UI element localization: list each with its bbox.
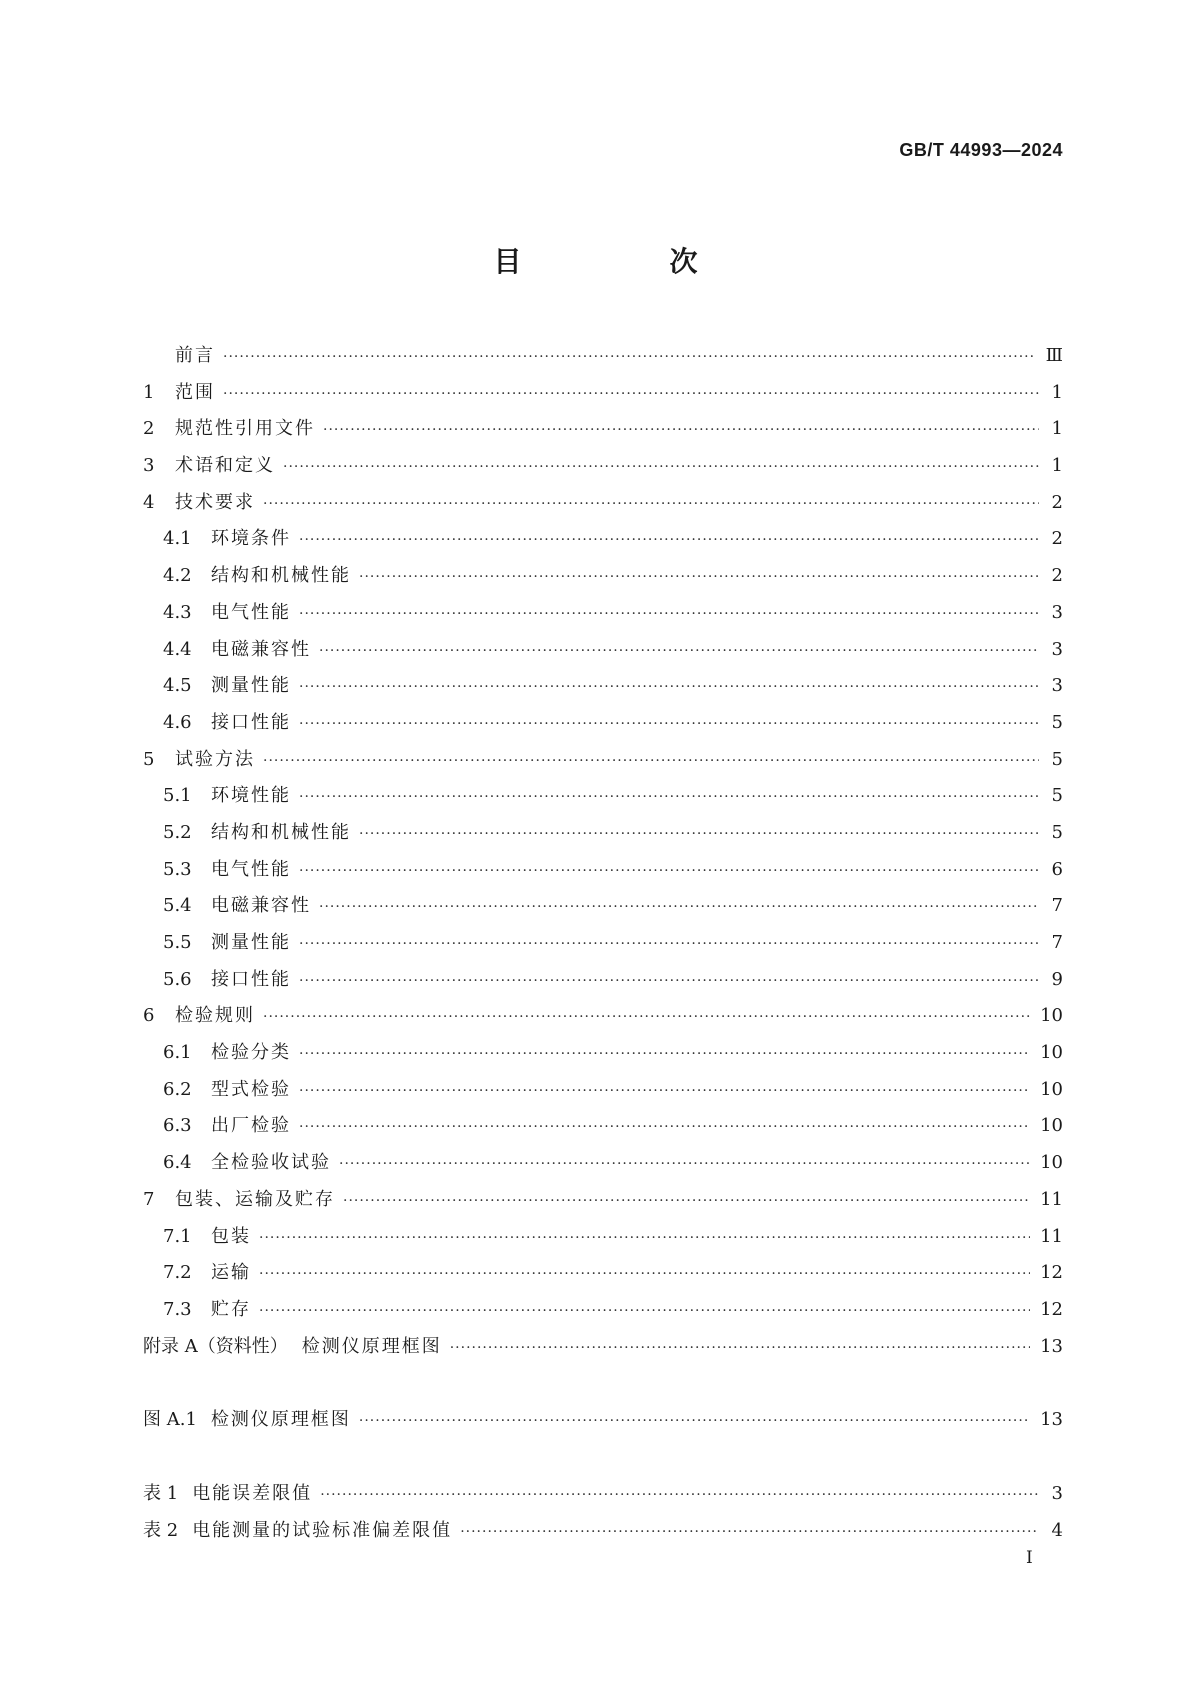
- toc-entry-number: 5.2: [163, 821, 192, 843]
- toc-entry-number: 7.3: [163, 1298, 192, 1320]
- toc-entry-label: 全检验收试验: [211, 1152, 331, 1174]
- toc-entry-number: 7: [143, 1188, 155, 1210]
- toc-entry-page: 2: [1051, 528, 1063, 550]
- toc-entry-label: 接口性能: [211, 711, 291, 733]
- toc-entry[interactable]: [143, 448, 1063, 485]
- toc-leader-dots: [299, 596, 1039, 633]
- toc-entry-label: 技术要求: [175, 491, 255, 513]
- standard-code: GB/T 44993—2024: [899, 140, 1063, 160]
- toc-entry-page: 12: [1040, 1298, 1063, 1320]
- toc-entry-page: 2: [1051, 565, 1063, 587]
- toc-entry[interactable]: [143, 925, 1063, 962]
- toc-entry-number: 4.4: [163, 638, 192, 660]
- toc-entry-page: 6: [1051, 858, 1063, 880]
- toc-entry-page: 11: [1040, 1225, 1063, 1247]
- toc-entry-page: 10: [1040, 1042, 1063, 1064]
- toc-entry-page: 1: [1051, 381, 1063, 403]
- toc-leader-dots: [359, 559, 1039, 596]
- toc-entry-label: 电能误差限值: [192, 1482, 313, 1504]
- toc-leader-dots: [359, 816, 1039, 853]
- toc-entry-label: 环境条件: [211, 528, 291, 550]
- toc-leader-dots: [223, 376, 1039, 413]
- toc-entry[interactable]: [143, 1072, 1063, 1109]
- toc-entry-label: 运输: [211, 1262, 251, 1284]
- toc-entry-label: 电气性能: [211, 601, 291, 623]
- toc-entry-number: 7.2: [163, 1262, 192, 1284]
- toc-entry-label: 检测仪原理框图: [301, 1335, 442, 1357]
- toc-entry-label: 试验方法: [175, 748, 255, 770]
- toc-entry-page: 10: [1040, 1152, 1063, 1174]
- toc-leader-dots: [263, 486, 1039, 523]
- toc-entry-page: 9: [1051, 968, 1063, 990]
- toc-entry-label: 电气性能: [211, 858, 291, 880]
- toc-entry[interactable]: [143, 1255, 1063, 1292]
- toc-entry[interactable]: [143, 742, 1063, 779]
- toc-entry-label: 检验规则: [175, 1005, 255, 1027]
- toc-entry-page: 10: [1040, 1078, 1063, 1100]
- toc-entry-number: 5.1: [163, 785, 192, 807]
- toc-leader-dots: [339, 1146, 1030, 1183]
- toc-entry-label: 检测仪原理框图: [210, 1409, 351, 1431]
- toc-entry[interactable]: [143, 1292, 1063, 1329]
- toc-leader-dots: [263, 999, 1030, 1036]
- toc-entry[interactable]: [143, 1476, 1063, 1513]
- toc-entry-number: 4.6: [163, 711, 192, 733]
- toc-entry-label: 规范性引用文件: [175, 418, 315, 440]
- toc-entry-page: 7: [1051, 895, 1063, 917]
- toc-entry[interactable]: [143, 778, 1063, 815]
- toc-entry-label: 环境性能: [211, 785, 291, 807]
- toc-entry-page: 4: [1051, 1519, 1063, 1541]
- toc-entry-label: 包装、运输及贮存: [175, 1188, 335, 1210]
- toc-entry[interactable]: [143, 558, 1063, 595]
- toc-entry[interactable]: [143, 1145, 1063, 1182]
- toc-leader-dots: [299, 963, 1039, 1000]
- toc-entry[interactable]: [143, 485, 1063, 522]
- toc-entry-number: 附录 A（资料性）: [143, 1335, 288, 1357]
- toc-entry-number: 7.1: [163, 1225, 192, 1247]
- toc-entry[interactable]: [143, 1329, 1063, 1366]
- toc-entry-label: 电能测量的试验标准偏差限值: [192, 1519, 453, 1541]
- toc-entry-number: 6: [143, 1005, 155, 1027]
- toc-entry[interactable]: [143, 521, 1063, 558]
- toc-leader-dots: [299, 522, 1039, 559]
- toc-entry[interactable]: [143, 1402, 1063, 1439]
- toc-entry-label: 测量性能: [211, 932, 291, 953]
- toc-entry-label: 型式检验: [211, 1078, 291, 1100]
- toc-leader-dots: [343, 1183, 1030, 1220]
- toc-entry[interactable]: [143, 998, 1063, 1035]
- toc-entry-label: 贮存: [211, 1298, 251, 1320]
- toc-entry-page: 11: [1040, 1188, 1063, 1210]
- toc-entry-number: 4: [143, 491, 155, 513]
- toc-entry-number: 6.1: [163, 1042, 192, 1064]
- toc-entry-label: 范围: [175, 381, 215, 403]
- toc-entry[interactable]: [143, 852, 1063, 889]
- toc-entry-page: Ⅲ: [1045, 345, 1063, 366]
- toc-leader-dots: [299, 706, 1039, 743]
- toc-entry-page: 13: [1040, 1335, 1063, 1357]
- toc-entry-label: 出厂检验: [211, 1115, 291, 1137]
- toc-entry[interactable]: [143, 1513, 1063, 1550]
- page-number: I: [1026, 1548, 1033, 1568]
- toc-leader-dots: [299, 853, 1039, 890]
- toc-entry-page: 3: [1051, 601, 1063, 623]
- toc-entry-number: 3: [143, 455, 155, 477]
- toc-leader-dots: [263, 743, 1039, 780]
- toc-entry-number: 5.5: [163, 932, 192, 953]
- toc-entry-page: 5: [1051, 748, 1063, 770]
- toc-entry-page: 10: [1040, 1115, 1063, 1137]
- toc-entry-number: 图 A.1: [143, 1409, 197, 1431]
- page-title: 目 次: [493, 245, 758, 278]
- toc-entry-number: 5: [143, 748, 155, 770]
- toc-entry-number: 1: [143, 381, 155, 403]
- toc-entry-label: 前言: [175, 345, 215, 366]
- toc-entry[interactable]: [143, 1035, 1063, 1072]
- toc-entry-number: 4.3: [163, 601, 192, 623]
- toc-entry[interactable]: [143, 1182, 1063, 1219]
- toc-leader-dots: [319, 633, 1039, 670]
- toc-entry-number: 4.1: [163, 528, 192, 550]
- toc-leader-dots: [259, 1256, 1030, 1293]
- toc-leader-dots: [323, 412, 1039, 449]
- toc-entry[interactable]: [143, 411, 1063, 448]
- toc-entry[interactable]: [143, 1108, 1063, 1145]
- toc-leader-dots: [299, 1036, 1030, 1073]
- toc-entry-label: 电磁兼容性: [211, 895, 311, 917]
- toc-entry-number: 4.2: [163, 565, 192, 587]
- toc-entry-number: 2: [143, 418, 155, 440]
- toc-entry-page: 5: [1051, 785, 1063, 807]
- toc-leader-dots: [299, 779, 1039, 816]
- toc-entry-number: 5.3: [163, 858, 192, 880]
- toc-entry-page: 3: [1051, 638, 1063, 660]
- toc-entry[interactable]: [143, 888, 1063, 925]
- toc-entry-number: 5.6: [163, 968, 192, 990]
- toc-entry[interactable]: [143, 668, 1063, 705]
- toc-entry-page: 5: [1051, 821, 1063, 843]
- toc-leader-dots: [299, 669, 1039, 706]
- toc-entry-page: 3: [1051, 675, 1063, 697]
- toc-entry-page: 13: [1040, 1409, 1063, 1431]
- toc-entry-number: 6.2: [163, 1078, 192, 1100]
- toc-leader-dots: [259, 1293, 1030, 1330]
- toc-entry-page: 2: [1051, 491, 1063, 513]
- toc-entry-label: 术语和定义: [175, 455, 275, 477]
- toc-entry-page: 7: [1051, 932, 1063, 953]
- toc-entry-page: 1: [1051, 418, 1063, 440]
- toc-entry[interactable]: [143, 1219, 1063, 1256]
- toc-leader-dots: [299, 1109, 1030, 1146]
- toc-entry[interactable]: [143, 338, 1063, 375]
- toc-entry-number: 表 2: [143, 1519, 179, 1541]
- toc-entry-number: 4.5: [163, 675, 192, 697]
- toc-entry[interactable]: [143, 962, 1063, 999]
- toc-leader-dots: [259, 1220, 1030, 1257]
- toc-entry-label: 测量性能: [211, 675, 291, 697]
- toc-entry[interactable]: [143, 815, 1063, 852]
- toc-leader-dots: [359, 1403, 1030, 1440]
- toc-entry-number: 5.4: [163, 895, 192, 917]
- toc-leader-dots: [299, 926, 1039, 963]
- toc-entry[interactable]: [143, 595, 1063, 632]
- toc-entry-number: 6.4: [163, 1152, 192, 1174]
- toc-entry-page: 1: [1051, 455, 1063, 477]
- toc-entry-label: 包装: [211, 1225, 251, 1247]
- toc-entry[interactable]: [143, 375, 1063, 412]
- toc-leader-dots: [320, 1477, 1039, 1514]
- toc-leader-dots: [460, 1514, 1039, 1551]
- toc-entry-number: 6.3: [163, 1115, 192, 1137]
- toc-entry-page: 12: [1040, 1262, 1063, 1284]
- toc-entry[interactable]: [143, 705, 1063, 742]
- toc-entry-page: 5: [1051, 711, 1063, 733]
- toc-leader-dots: [283, 449, 1039, 486]
- toc-entry-number: 表 1: [143, 1482, 179, 1504]
- toc-leader-dots: [299, 1073, 1030, 1110]
- toc-entry-label: 结构和机械性能: [211, 821, 351, 843]
- toc-leader-dots: [450, 1330, 1030, 1367]
- toc-entry-label: 接口性能: [211, 968, 291, 990]
- toc-leader-dots: [319, 889, 1039, 926]
- toc-entry-label: 电磁兼容性: [211, 638, 311, 660]
- table-of-contents: [143, 338, 1063, 1549]
- toc-entry-label: 结构和机械性能: [211, 565, 351, 587]
- toc-entry-page: 3: [1051, 1482, 1063, 1504]
- toc-entry-label: 检验分类: [211, 1042, 291, 1064]
- toc-leader-dots: [223, 339, 1036, 376]
- toc-entry-page: 10: [1040, 1005, 1063, 1027]
- toc-entry[interactable]: [143, 632, 1063, 669]
